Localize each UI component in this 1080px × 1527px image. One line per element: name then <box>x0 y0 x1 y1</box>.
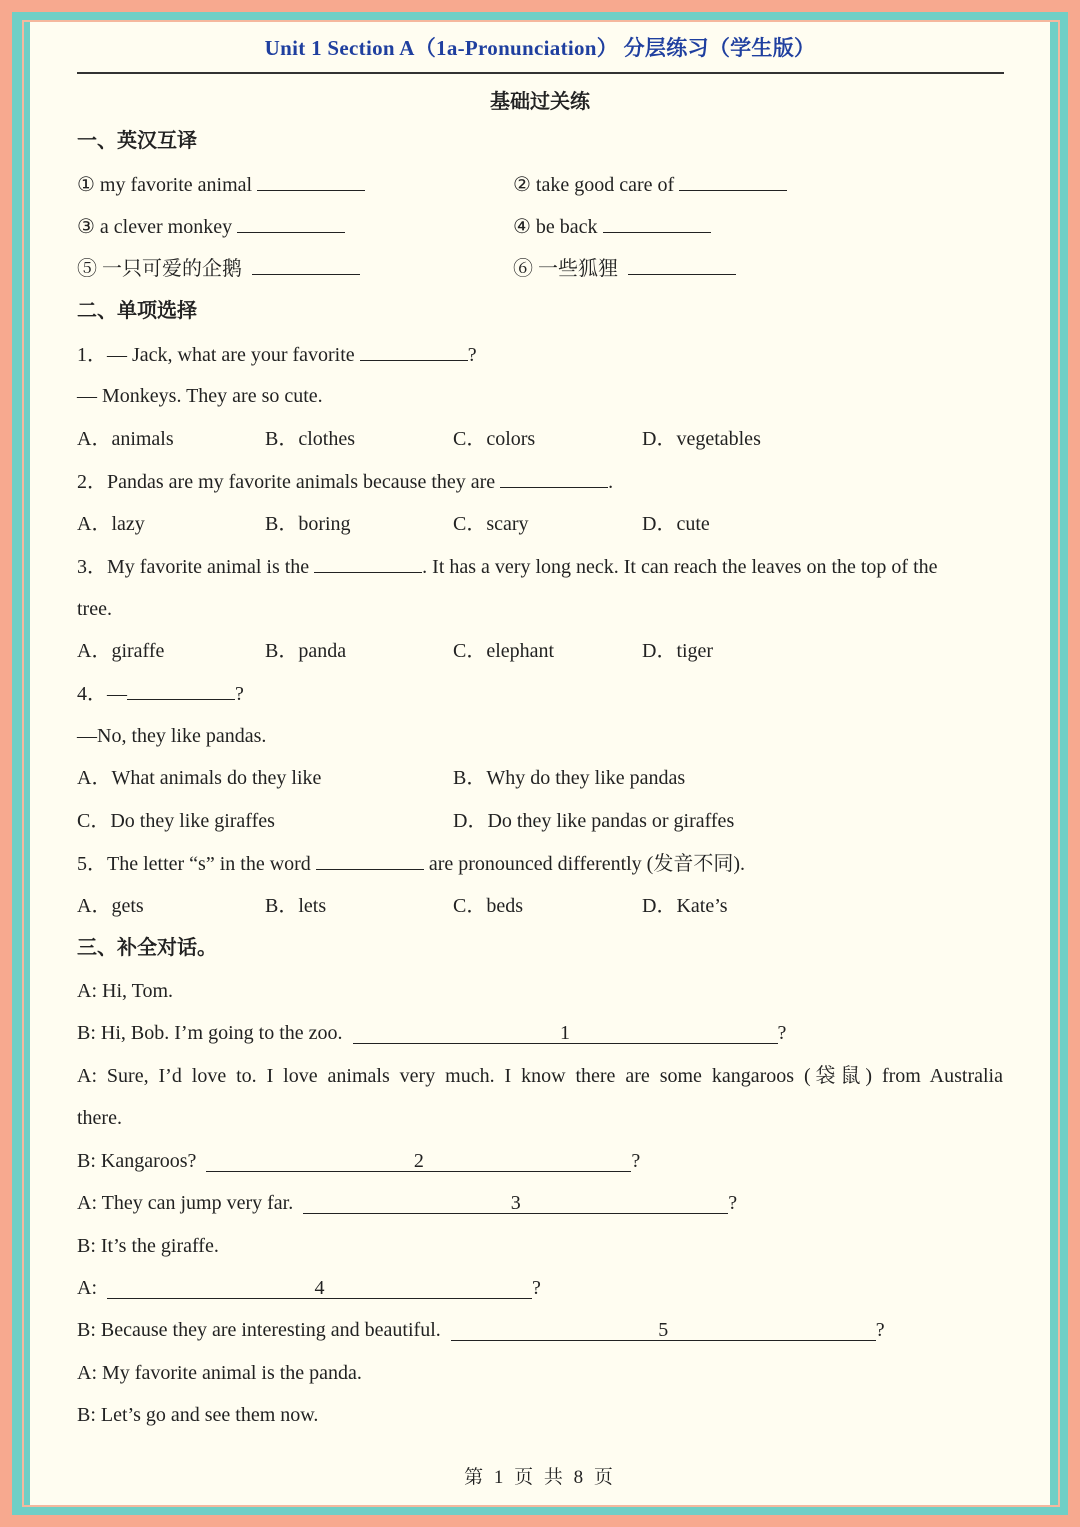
q1-text: 1．— Jack, what are your favorite ? <box>77 344 477 366</box>
title-divider <box>77 72 1004 74</box>
dialog-line-9: A: My favorite animal is the panda. <box>77 1362 362 1384</box>
dialog-line-10: B: Let’s go and see them now. <box>77 1404 319 1426</box>
q2-option-b[interactable]: B．boring <box>265 513 351 535</box>
dialog-line-3: A: Sure, I’d love to. I love animals very much. I know there are some kangaroos (袋鼠) from Australia <box>77 1065 1003 1087</box>
page-footer: 第 1 页 共 8 页 <box>464 1467 616 1488</box>
blank[interactable] <box>314 554 422 573</box>
q2-option-c[interactable]: C．scary <box>453 513 529 535</box>
q3-line2: tree. <box>77 598 112 620</box>
q4-option-c[interactable]: C．Do they like giraffes <box>77 810 275 832</box>
q4-text: 4．— ? <box>77 683 244 705</box>
dialog-line-1: A: Hi, Tom. <box>77 980 174 1002</box>
s1-item-4: ④ be back <box>513 214 711 239</box>
section3-heading: 三、补全对话。 <box>77 937 217 959</box>
q1-option-a[interactable]: A．animals <box>77 428 174 450</box>
q1-option-c[interactable]: C．colors <box>453 428 536 450</box>
subtitle: 基础过关练 <box>490 91 590 113</box>
dialog-blank-4[interactable]: 4 <box>107 1278 532 1299</box>
blank[interactable] <box>360 342 468 361</box>
blank[interactable] <box>679 172 787 191</box>
dialog-line-6: B: It’s the giraffe. <box>77 1235 219 1257</box>
page-title: Unit 1 Section A（1a-Pronunciation） 分层练习（学生版） <box>264 36 816 60</box>
blank[interactable] <box>237 214 345 233</box>
blank[interactable] <box>252 256 360 275</box>
s1-item-1: ① my favorite animal <box>77 172 365 197</box>
q3-option-d[interactable]: D．tiger <box>642 640 714 662</box>
s1-item-6: ⑥ 一些狐狸 <box>513 256 736 281</box>
q3-option-b[interactable]: B．panda <box>265 640 347 662</box>
q5-option-a[interactable]: A．gets <box>77 895 144 917</box>
blank[interactable] <box>127 681 235 700</box>
q3-option-c[interactable]: C．elephant <box>453 640 555 662</box>
q5-option-c[interactable]: C．beds <box>453 895 523 917</box>
dialog-line-7: A: 4 ? <box>77 1277 541 1299</box>
dialog-blank-5[interactable]: 5 <box>451 1320 876 1341</box>
dialog-line-5: A: They can jump very far. 3 ? <box>77 1192 738 1214</box>
q3-option-a[interactable]: A．giraffe <box>77 640 165 662</box>
blank[interactable] <box>500 469 608 488</box>
dialog-blank-1[interactable]: 1 <box>353 1023 778 1044</box>
blank[interactable] <box>257 172 365 191</box>
section2-heading: 二、单项选择 <box>77 300 197 322</box>
dialog-line-4: B: Kangaroos? 2 ? <box>77 1150 641 1172</box>
blank[interactable] <box>603 214 711 233</box>
section1-heading: 一、英汉互译 <box>77 130 197 152</box>
q5-option-d[interactable]: D．Kate’s <box>642 895 728 917</box>
q4-option-a[interactable]: A．What animals do they like <box>77 767 322 789</box>
q5-text: 5．The letter “s” in the word are pronounced differently (发音不同). <box>77 853 746 875</box>
blank[interactable] <box>628 256 736 275</box>
blank[interactable] <box>316 851 424 870</box>
s1-item-2: ② take good care of <box>513 172 787 197</box>
dialog-line-8: B: Because they are interesting and beautiful. 5 ? <box>77 1319 885 1341</box>
dialog-blank-2[interactable]: 2 <box>206 1151 631 1172</box>
dialog-line-2: B: Hi, Bob. I’m going to the zoo. 1 ? <box>77 1022 787 1044</box>
q1-option-d[interactable]: D．vegetables <box>642 428 761 450</box>
q5-option-b[interactable]: B．lets <box>265 895 327 917</box>
q2-option-d[interactable]: D．cute <box>642 513 710 535</box>
q1-line2: — Monkeys. They are so cute. <box>77 385 323 407</box>
worksheet-page <box>30 22 1050 1505</box>
q1-option-b[interactable]: B．clothes <box>265 428 355 450</box>
s1-item-5: ⑤ 一只可爱的企鹅 <box>77 256 360 281</box>
dialog-line-3b: there. <box>77 1107 122 1129</box>
q3-text: 3．My favorite animal is the . It has a very long neck. It can reach the leaves on the top of the <box>77 556 938 578</box>
q2-option-a[interactable]: A．lazy <box>77 513 145 535</box>
dialog-blank-3[interactable]: 3 <box>303 1193 728 1214</box>
q4-line2: —No, they like pandas. <box>77 725 267 747</box>
s1-item-3: ③ a clever monkey <box>77 214 345 239</box>
q4-option-b[interactable]: B．Why do they like pandas <box>453 767 686 789</box>
q2-text: 2．Pandas are my favorite animals because they are . <box>77 471 614 493</box>
q4-option-d[interactable]: D．Do they like pandas or giraffes <box>453 810 735 832</box>
